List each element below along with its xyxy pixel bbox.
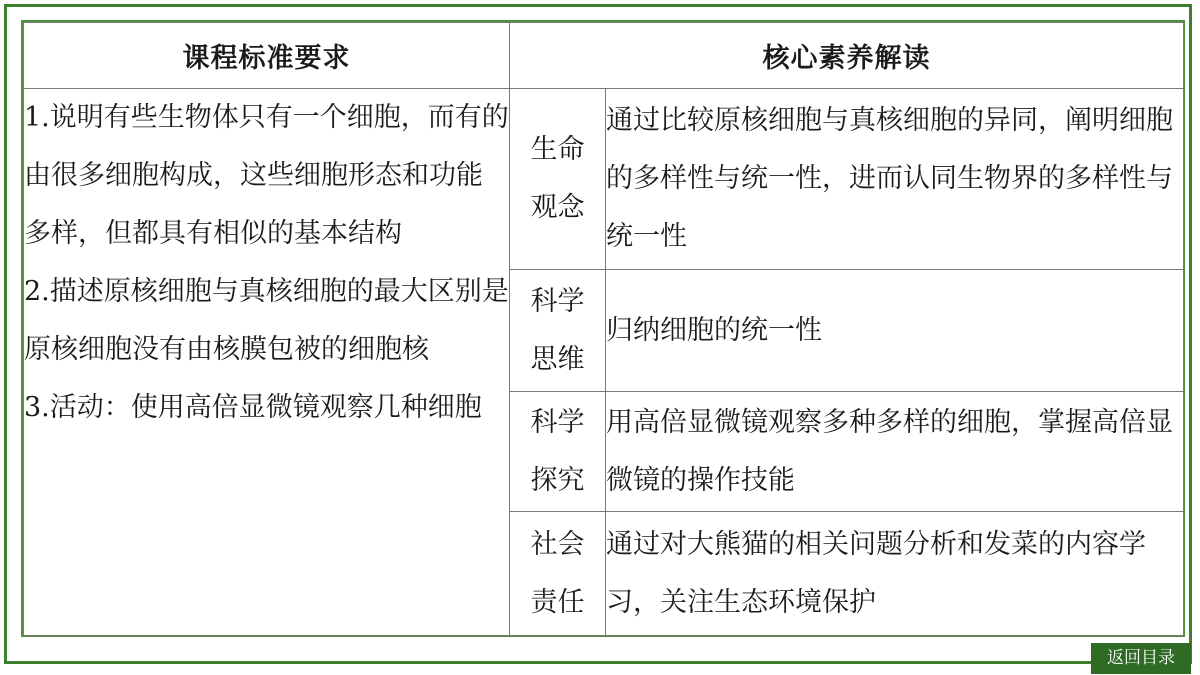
literacy-desc-life: 通过比较原核细胞与真核细胞的异同，阐明细胞的多样性与统一性，进而认同生物界的多样性与统一性 <box>606 89 1184 270</box>
literacy-name-line: 科学 <box>530 285 585 317</box>
literacy-name-life <box>510 89 606 270</box>
table-header-row <box>24 23 1184 89</box>
standard-item-1: 1.说明有些生物体只有一个细胞，而有的由很多细胞构成，这些细胞形态和功能多样，但都具有相似的基本结构 <box>24 102 509 249</box>
header-literacy: 核心素养解读 <box>510 23 1184 89</box>
literacy-name-line: 探究 <box>530 464 585 496</box>
literacy-name-line: 社会 <box>530 528 585 560</box>
literacy-name-line: 观念 <box>530 192 585 223</box>
standard-item-2: 2.描述原核细胞与真核细胞的最大区别是原核细胞没有由核膜包被的细胞核 <box>24 276 509 365</box>
header-standards: 课程标准要求 <box>24 23 510 89</box>
curriculum-table <box>23 22 1184 636</box>
literacy-desc-thinking: 归纳细胞的统一性 <box>606 270 1184 392</box>
table-row <box>24 89 1184 270</box>
literacy-name-inquiry <box>510 392 606 512</box>
literacy-desc-inquiry: 用高倍显微镜观察多种多样的细胞，掌握高倍显微镜的操作技能 <box>606 392 1184 512</box>
literacy-name-line: 思维 <box>530 343 585 375</box>
literacy-name-line: 生命 <box>530 134 585 165</box>
literacy-name-line: 责任 <box>530 586 585 618</box>
literacy-name-thinking <box>510 270 606 392</box>
literacy-name-responsibility <box>510 512 606 636</box>
back-to-contents-button[interactable]: 返回目录 <box>1091 643 1191 674</box>
literacy-name-line: 科学 <box>530 406 585 438</box>
standards-cell <box>24 89 510 636</box>
standard-item-3: 3.活动：使用高倍显微镜观察几种细胞 <box>24 392 482 423</box>
literacy-desc-responsibility: 通过对大熊猫的相关问题分析和发菜的内容学习，关注生态环境保护 <box>606 512 1184 636</box>
